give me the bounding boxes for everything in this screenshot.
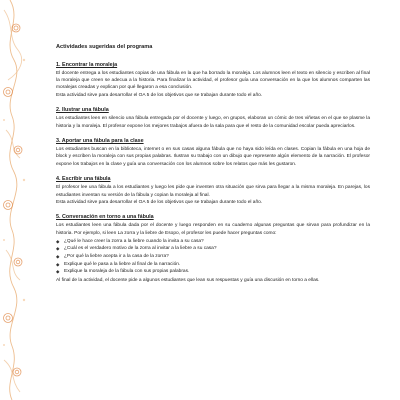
closing-paragraph: Al final de la actividad, el docente pide a algunos estudiantes que lean sus respuestas y guía una discusión en torno a ellas. [56, 277, 320, 283]
section-encontrar-moraleja [56, 62, 370, 99]
section-title: 2. Ilustrar una fábula [56, 107, 109, 114]
section-conversacion-fabula [56, 214, 370, 284]
section-title: 1. Encontrar la moraleja [56, 62, 118, 68]
list-item: ◆ ¿Por qué la liebre acepta ir a la casa de la zorra? [56, 253, 370, 261]
question-list [56, 238, 370, 276]
section-title: 5. Conversación en torno a una fábula [56, 214, 154, 221]
section-title: 3. Aportar una fábula para la clase [56, 138, 144, 145]
decorative-swirl-border [0, 0, 30, 400]
section-escribir-fabula [56, 176, 370, 206]
document-title: Actividades sugeridas del programa [56, 44, 153, 50]
list-item: ◆ ¿Cuál es el verdadero motivo de la zorra al invitar a la liebre a su casa? [56, 245, 370, 253]
paragraph: Los estudiantes leen en silencio una fábula entregada por el docente y luego, en grupos, elaboran un cómic de tres viñetas en el que se plasme la historia y la moraleja. El profesor expone los mejores trabajos afuera de la sala para que el resto de la comunidad escolar pueda apreciarlos. [56, 116, 370, 129]
paragraph: Esta actividad sirve para desarrollar el OA 5 de los objetivos que se trabajan durante todo el año. [56, 199, 263, 205]
paragraph: El profesor lee una fábula a los estudiantes y luego les pide que inventen otra situación que sirva para llegar a la misma moraleja. En parejas, los estudiantes inventan su versión de la fábula y copian la moraleja al final. [56, 185, 370, 198]
list-item: ◆ ¿Qué le hace creer la zorra a la liebre cuando la invita a su casa? [56, 238, 370, 246]
document-body [56, 44, 370, 293]
list-item: ◆ Explique la moraleja de la fábula con sus propias palabras. [56, 268, 370, 276]
section-title: 4. Escribir una fábula [56, 176, 111, 183]
list-item: ◆ Explique qué le pasa a la liebre al final de la narración. [56, 261, 370, 269]
paragraph: Los estudiantes buscan en la biblioteca, internet o en sus casas alguna fábula que no haya sido leída en clases. Copian la fábula en una hoja de block y escriben la moraleja con sus propias palabras. Ilustran su trabajo con un dibujo que represente algún elemento de la narración. El profesor expone los trabajos en la clase y guía una conversación con los alumnos sobre los relatos que más les gustaron. [56, 147, 370, 167]
paragraph: Los estudiantes leen una fábula dada por el docente y luego responden en su cuaderno algunas preguntas que sirvan para profundizar en la historia. Por ejemplo, si leen La zorra y la liebre de Esopo, el profesor les puede hacer preguntas como: [56, 223, 370, 236]
section-aportar-fabula [56, 138, 370, 168]
paragraph: El docente entrega a los estudiantes copias de una fábula en la que ha borrado la moraleja. Los alumnos leen el texto en silencio y escriben al final la moraleja que creen se adecua a la historia. Para finalizar la actividad, el profesor guía una conversación en la que los alumnos comparten las moralejas creadas y explican por qué llegaron a esa conclusión. [56, 71, 370, 91]
section-ilustrar-fabula [56, 107, 370, 129]
paragraph: Esta actividad sirve para desarrollar el OA 5 de los objetivos que se trabajan durante todo el año. [56, 92, 263, 98]
